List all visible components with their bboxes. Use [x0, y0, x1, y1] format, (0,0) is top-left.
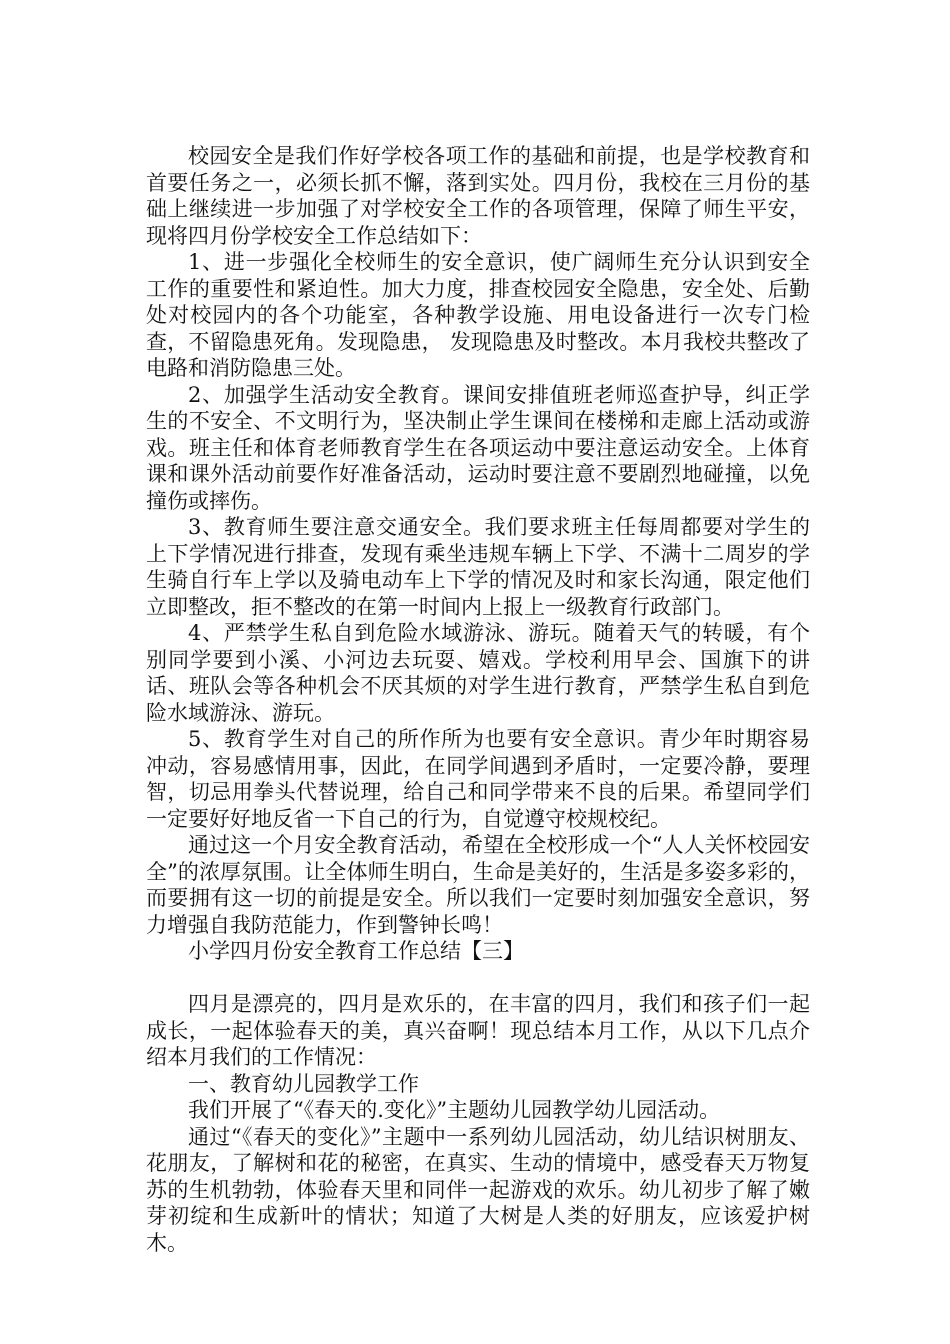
- item-5-paragraph: 5、教育学生对自己的所作所为也要有安全意识。青少年时期容易冲动，容易感情用事，因此，在同学间遇到矛盾时，一定要冷静，要理智，切忌用拳头代替说理，给自己和同学带来不良的后果。希望同学们一定要好好地反省一下自己的行为，自觉遵守校规校纪。: [146, 727, 810, 831]
- activity-paragraph-1: 我们开展了“《春天的.变化》”主题幼儿园教学幼儿园活动。: [188, 1098, 721, 1122]
- activity-paragraph-2: 通过“《春天的变化》”主题中一系列幼儿园活动，幼儿结识树朋友、花朋友，了解树和花的秘密，在真实、生动的情境中，感受春天万物复苏的生机勃勃，体验春天里和同伴一起游戏的欢乐。幼儿初步了解了嫩芽初绽和生成新叶的情状；知道了大树是人类的好朋友，应该爱护树木。: [146, 1124, 810, 1255]
- section-two-intro: 四月是漂亮的，四月是欢乐的，在丰富的四月，我们和孩子们一起成长，一起体验春天的美，真兴奋啊！现总结本月工作，从以下几点介绍本月我们的工作情况：: [146, 992, 810, 1069]
- item-3-paragraph: 3、教育师生要注意交通安全。我们要求班主任每周都要对学生的上下学情况进行排查，发现有乘坐违规车辆上下学、不满十二周岁的学生骑自行车上学以及骑电动车上下学的情况及时和家长沟通，限定他们立即整改，拒不整改的在第一时间内上报上一级教育行政部门。: [146, 515, 810, 619]
- document-page: [146, 143, 810, 1256]
- closing-paragraph: 通过这一个月安全教育活动，希望在全校形成一个“人人关怀校园安全”的浓厚氛围。让全体师生明白，生命是美好的，生活是多姿多彩的，而要拥有这一切的前提是安全。所以我们一定要时刻加强安全意识，努力增强自我防范能力，作到警钟长鸣！: [146, 833, 810, 937]
- intro-paragraph: 校园安全是我们作好学校各项工作的基础和前提，也是学校教育和首要任务之一，必须长抓不懈，落到实处。四月份，我校在三月份的基础上继续进一步加强了对学校安全工作的各项管理，保障了师生平安，现将四月份学校安全工作总结如下：: [146, 144, 810, 248]
- item-4-paragraph: 4、严禁学生私自到危险水域游泳、游玩。随着天气的转暖，有个别同学要到小溪、小河边去玩耍、嬉戏。学校利用早会、国旗下的讲话、班队会等各种机会不厌其烦的对学生进行教育，严禁学生私自到危险水域游泳、游玩。: [146, 621, 810, 725]
- item-2-paragraph: 2、加强学生活动安全教育。课间安排值班老师巡查护导，纠正学生的不安全、不文明行为，坚决制止学生课间在楼梯和走廊上活动或游戏。班主任和体育老师教育学生在各项运动中要注意运动安全。上体育课和课外活动前要作好准备活动，运动时要注意不要剧烈地碰撞，以免撞伤或摔伤。: [146, 382, 810, 513]
- subheading: 一、教育幼儿园教学工作: [188, 1071, 419, 1096]
- blank-line: [146, 965, 810, 992]
- item-1-paragraph: 1、进一步强化全校师生的安全意识，使广阔师生充分认识到安全工作的重要性和紧迫性。加大力度，排查校园安全隐患，安全处、后勤处对校园内的各个功能室，各种教学设施、用电设备进行一次专门检查，不留隐患死角。发现隐患， 发现隐患及时整改。本月我校共整改了电路和消防隐患三处。: [146, 250, 810, 380]
- section-title: 小学四月份安全教育工作总结【三】: [188, 939, 524, 963]
